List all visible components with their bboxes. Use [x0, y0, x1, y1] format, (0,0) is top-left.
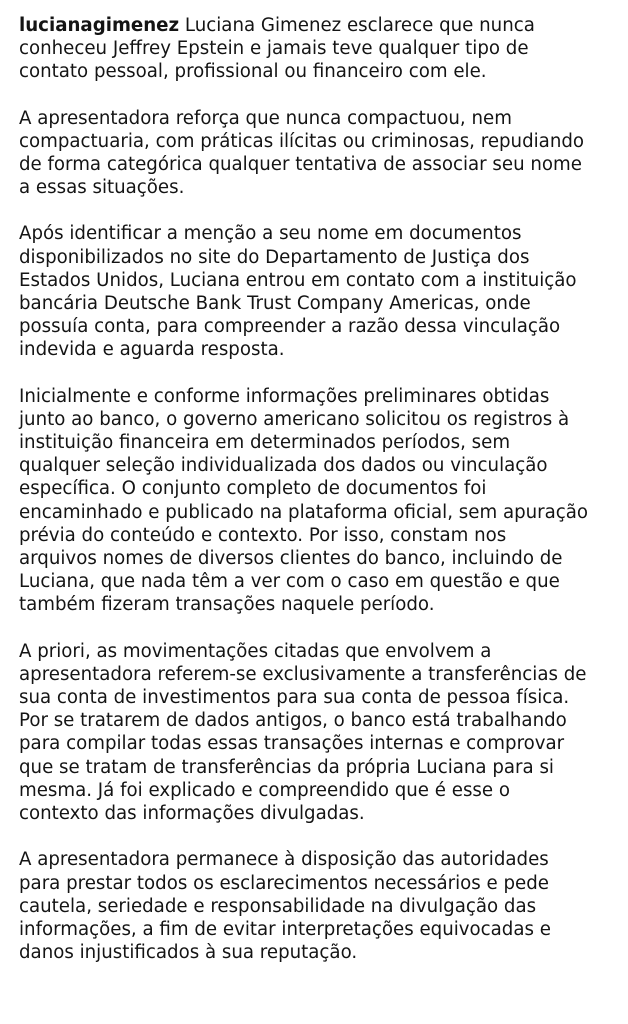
caption-line: instituição financeira em determinados períodos, sem	[19, 432, 511, 454]
caption-line: A apresentadora permanece à disposição das autoridades	[19, 849, 549, 871]
caption-line: informações, a fim de evitar interpretações equivocadas e	[19, 918, 551, 940]
caption-paragraph-2	[19, 107, 623, 200]
caption-line: qualquer seleção individualizada dos dados ou vinculação	[19, 455, 548, 477]
caption-line: prévia do conteúdo e contexto. Por isso, constam nos	[19, 524, 507, 546]
caption-line: mesma. Já foi explicado e compreendido que é esse o	[19, 779, 510, 801]
caption-line: encaminhado e publicado na plataforma oficial, sem apuração	[19, 501, 589, 523]
post-caption	[19, 14, 623, 964]
caption-line: a essas situações.	[19, 177, 185, 199]
caption-line: para compilar todas essas transações internas e comprovar	[19, 733, 565, 755]
username-link[interactable]: lucianagimenez	[19, 15, 180, 36]
caption-line: A priori, as movimentações citadas que envolvem a	[19, 640, 492, 662]
caption-line: cautela, seriedade e responsabilidade na divulgação das	[19, 895, 537, 917]
caption-line: Inicialmente e conforme informações preliminares obtidas	[19, 385, 550, 407]
caption-line: indevida e aguarda resposta.	[19, 339, 285, 361]
caption-line: de forma categórica qualquer tentativa de associar seu nome	[19, 154, 582, 176]
caption-paragraph-1	[19, 14, 623, 84]
caption-line: apresentadora referem-se exclusivamente a transferências de	[19, 663, 587, 685]
caption-line: conheceu Jeffrey Epstein e jamais teve qualquer tipo de	[19, 38, 529, 60]
caption-paragraph-6	[19, 848, 623, 964]
caption-line: específica. O conjunto completo de documentos foi	[19, 478, 487, 500]
caption-paragraph-3	[19, 222, 623, 361]
caption-line: também fizeram transações naquele período.	[19, 594, 435, 616]
caption-paragraph-5	[19, 640, 623, 826]
caption-line: Por se tratarem de dados antigos, o banco está trabalhando	[19, 710, 567, 732]
caption-line: Luciana, que nada têm a ver com o caso em questão e que	[19, 571, 560, 593]
caption-line: contato pessoal, profissional ou financeiro com ele.	[19, 61, 487, 83]
caption-line	[19, 14, 623, 37]
caption-line: para prestar todos os esclarecimentos necessários e pede	[19, 872, 549, 894]
caption-line: que se tratam de transferências da própria Luciana para si	[19, 756, 554, 778]
caption-line: Estados Unidos, Luciana entrou em contato com a instituição	[19, 269, 577, 291]
caption-paragraph-4	[19, 385, 623, 617]
caption-line: danos injustificados à sua reputação.	[19, 942, 358, 964]
caption-text: Luciana Gimenez esclarece que nunca	[184, 15, 535, 36]
caption-line: contexto das informações divulgadas.	[19, 803, 365, 825]
caption-line: disponibilizados no site do Departamento de Justiça dos	[19, 246, 530, 268]
caption-line: compactuaria, com práticas ilícitas ou criminosas, repudiando	[19, 130, 585, 152]
caption-line: junto ao banco, o governo americano solicitou os registros à	[19, 408, 570, 430]
caption-line: A apresentadora reforça que nunca compactuou, nem	[19, 107, 512, 129]
caption-line: arquivos nomes de diversos clientes do banco, incluindo de	[19, 548, 563, 570]
caption-line: possuía conta, para compreender a razão dessa vinculação	[19, 316, 561, 338]
caption-line: sua conta de investimentos para sua conta de pessoa física.	[19, 687, 570, 709]
caption-line: Após identificar a menção a seu nome em documentos	[19, 223, 522, 245]
caption-line: bancária Deutsche Bank Trust Company Americas, onde	[19, 293, 531, 315]
